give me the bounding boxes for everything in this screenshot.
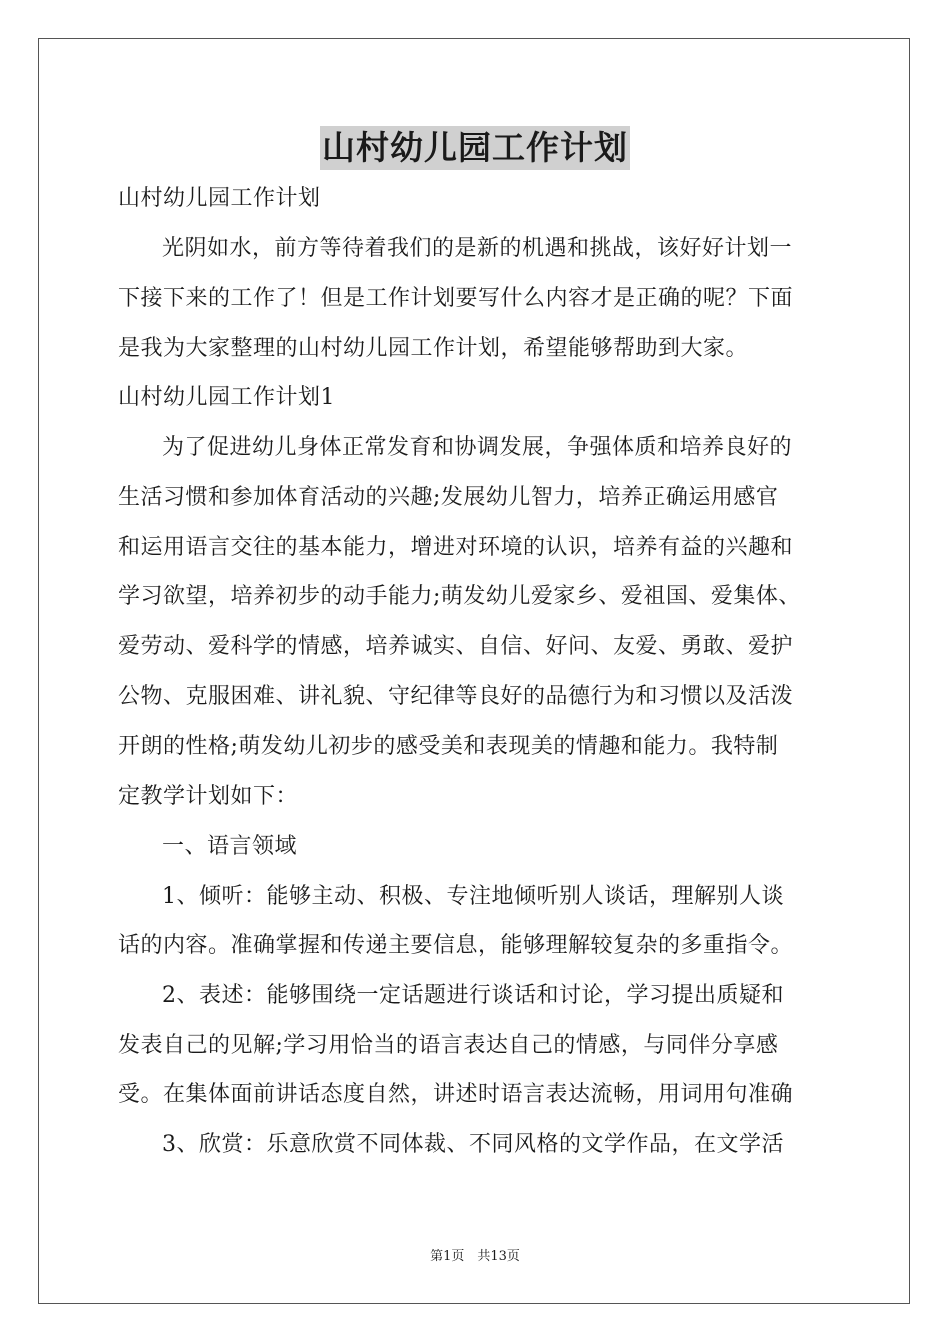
paragraph-line: 为了促进幼儿身体正常发育和协调发展，争强体质和培养良好的 — [162, 435, 793, 460]
document-title: 山村幼儿园工作计划 — [320, 126, 630, 170]
paragraph-line: 定教学计划如下： — [118, 784, 299, 809]
paragraph-line: 是我为大家整理的山村幼儿园工作计划，希望能够帮助到大家。 — [118, 336, 749, 361]
paragraph-line: 学习欲望，培养初步的动手能力;萌发幼儿爱家乡、爱祖国、爱集体、 — [118, 584, 801, 609]
paragraph-line: 和运用语言交往的基本能力，增进对环境的认识，培养有益的兴趣和 — [118, 535, 794, 560]
page-number: 第1页 共13页 — [430, 1249, 520, 1264]
title-container — [0, 126, 950, 170]
section-heading: 一、语言领域 — [162, 834, 298, 859]
paragraph-line: 话的内容。准确掌握和传递主要信息，能够理解较复杂的多重指令。 — [118, 933, 794, 958]
paragraph-line: 开朗的性格;萌发幼儿初步的感受美和表现美的情趣和能力。我特制 — [118, 734, 779, 759]
paragraph-line: 发表自己的见解;学习用恰当的语言表达自己的情感，与同伴分享感 — [118, 1033, 779, 1058]
paragraph-line: 爱劳动、爱科学的情感，培养诚实、自信、好问、友爱、勇敢、爱护 — [118, 634, 794, 659]
section-heading: 山村幼儿园工作计划1 — [118, 385, 335, 410]
subtitle-line: 山村幼儿园工作计划 — [118, 186, 321, 211]
paragraph-line: 公物、克服困难、讲礼貌、守纪律等良好的品德行为和习惯以及活泼 — [118, 684, 794, 709]
paragraph-line: 1、倾听：能够主动、积极、专注地倾听别人谈话，理解别人谈 — [162, 884, 784, 909]
paragraph-line: 3、欣赏：乐意欣赏不同体裁、不同风格的文学作品，在文学活 — [162, 1132, 784, 1157]
paragraph-line: 下接下来的工作了！但是工作计划要写什么内容才是正确的呢？下面 — [118, 286, 794, 311]
paragraph-line: 受。在集体面前讲话态度自然，讲述时语言表达流畅，用词用句准确 — [118, 1082, 794, 1107]
paragraph-line: 生活习惯和参加体育活动的兴趣;发展幼儿智力，培养正确运用感官 — [118, 485, 779, 510]
page-border — [38, 38, 910, 1304]
paragraph-line: 2、表述：能够围绕一定话题进行谈话和讨论，学习提出质疑和 — [162, 983, 784, 1008]
paragraph-line: 光阴如水，前方等待着我们的是新的机遇和挑战，该好好计划一 — [162, 236, 793, 261]
